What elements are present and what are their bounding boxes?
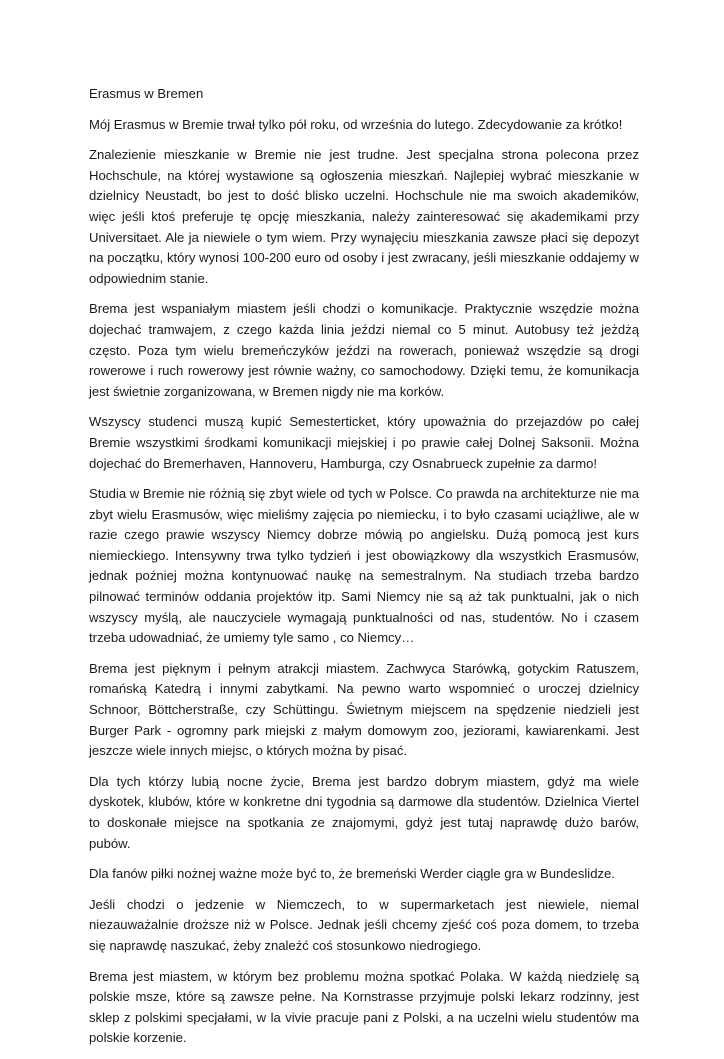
paragraph-food: Jeśli chodzi o jedzenie w Niemczech, to w supermarketach jest niewiele, niemal niezauważalnie droższe niż w Polsce. Jednak jeśli chcemy zjeść coś poza domem, to trzeba się naprawdę naszukać, żeby znaleźć coś stosunkowo niedrogiego. <box>89 896 639 953</box>
paragraph-football: Dla fanów piłki nożnej ważne może być to, że bremeński Werder ciągle gra w Bundeslidze. <box>89 866 615 882</box>
paragraph-nightlife: Dla tych którzy lubią nocne życie, Brema jest bardzo dobrym miastem, gdyż ma wiele dyskotek, klubów, które w konkretne dni tygodnia są darmowe dla studentów. Dzielnica Viertel to doskonałe miejsce na spotkania ze znajomymi, gdyż jest tutaj naprawdę dużo barów, pubów. <box>89 773 639 851</box>
paragraph-attractions: Brema jest pięknym i pełnym atrakcji miastem. Zachwyca Starówką, gotyckim Ratuszem, romańską Katedrą i innymi zabytkami. Na pewno warto wspomnieć o uroczej dzielnicy Schnoor, Böttcherstraße, czy Schüttingu. Świetnym miejscem na spędzenie niedzieli jest Burger Park - ogromny park miejski z małym domowym zoo, jeziorami, kawiarenkami. Jest jeszcze wiele innych miejsc, o których można by pisać. <box>89 660 639 759</box>
paragraph-duration: Mój Erasmus w Bremie trwał tylko pół roku, od września do lutego. Zdecydowanie za krótko! <box>89 116 623 132</box>
paragraph-transport: Brema jest wspaniałym miastem jeśli chodzi o komunikacje. Praktycznie wszędzie można dojechać tramwajem, z czego każda linia jeździ niemal co 5 minut. Autobusy też jeżdżą często. Poza tym wielu bremeńczyków jeździ na rowerach, ponieważ wszędzie są drogi rowerowe i ruch rowerowy jest równie ważny, co samochodowy. Dzięki temu, że komunikacja jest świetnie zorganizowana, w Bremen nigdy nie ma korków. <box>89 301 639 399</box>
paragraph-studies: Studia w Bremie nie różnią się zbyt wiele od tych w Polsce. Co prawda na architekturze nie ma zbyt wielu Erasmusów, więc mieliśmy zajęcia po niemiecku, i to było czasami uciążliwe, ale w razie czego prawie wszyscy Niemcy dobrze mówią po angielsku. Dużą pomocą jest kurs niemieckiego. Intensywny trwa tylko tydzień i jest obowiązkowy dla wszystkich Erasmusów, jednak poźniej można kontynuować naukę na semestralnym. Na studiach trzeba bardzo pilnować terminów oddania projektów itp. Sami Niemcy nie są aż tak punktualni, jak o nich wszyscy myślą, ale nauczyciele wymagają punktualności od nas, studentów. No i czasem trzeba udowadniać, że umiemy tyle samo , co Niemcy… <box>89 486 639 646</box>
paragraph-polish-community: Brema jest miastem, w którym bez problemu można spotkać Polaka. W każdą niedzielę są polskie msze, które są zawsze pełne. Na Kornstrasse przyjmuje polski lekarz rodzinny, jest sklep z polskimi specjałami, w la vivie pracuje pani z Polski, a na uczelni wielu studentów ma polskie korzenie. <box>89 968 639 1046</box>
paragraph-semesterticket: Wszyscy studenci muszą kupić Semesterticket, który upoważnia do przejazdów po całej Bremie wszystkimi środkami komunikacji miejskiej i po prawie całej Dolnej Saksonii. Można dojechać do Bremerhaven, Hannoveru, Hamburga, czy Osnabrueck zupełnie za darmo! <box>89 414 639 471</box>
document-page <box>89 84 639 1059</box>
document-title: Erasmus w Bremen <box>89 86 204 101</box>
paragraph-housing: Znalezienie mieszkanie w Bremie nie jest trudne. Jest specjalna strona polecona przez Hochschule, na której wystawione są ogłoszenia mieszkań. Najlepiej wybrać mieszkanie w dzielnicy Neustadt, bo jest to dość blisko uczelni. Hochschule nie ma swoich akademików, więc jeśli ktoś preferuje tę opcję mieszkania, należy zainteresować się akademikami przy Universitaet. Ale ja niewiele o tym wiem. Przy wynajęciu mieszkania zawsze płaci się depozyt na początku, który wynosi 100-200 euro od osoby i jest zwracany, jeśli mieszkanie oddajemy w odpowiednim stanie. <box>89 147 639 286</box>
